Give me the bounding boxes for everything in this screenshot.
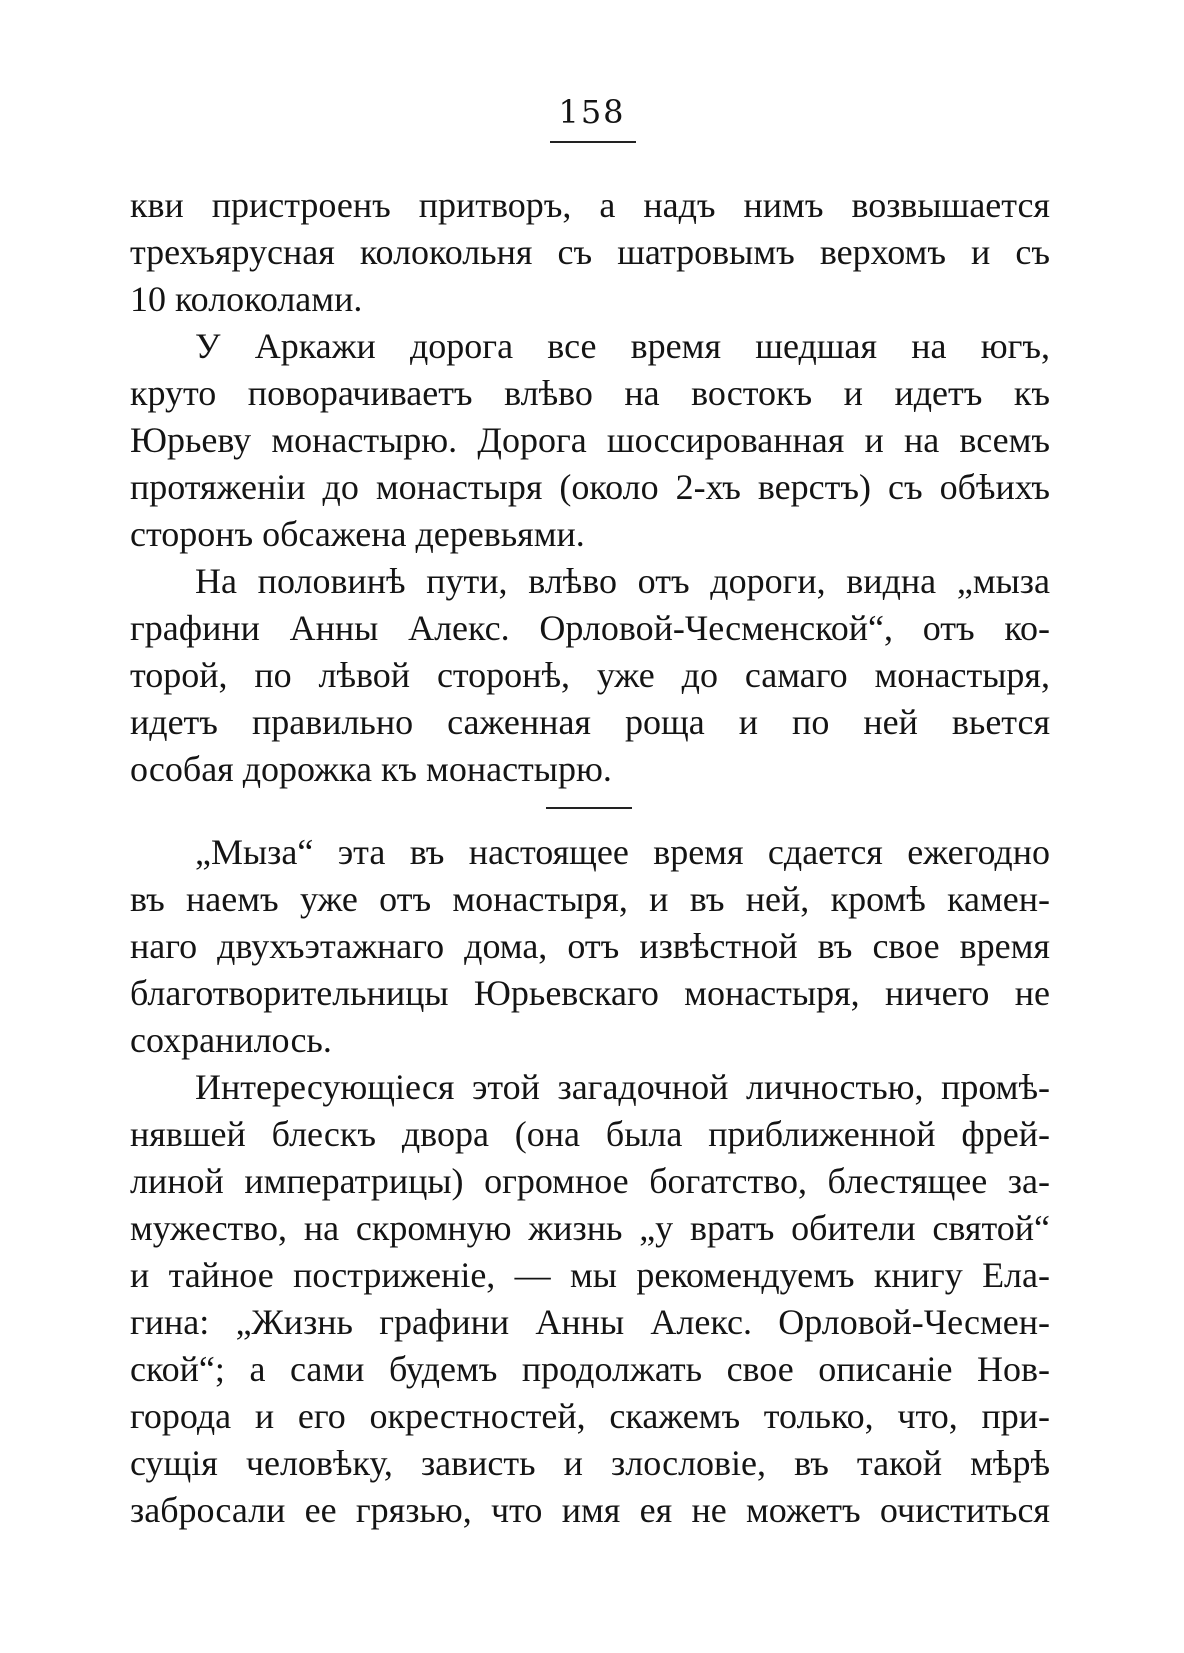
- text-line: кви пристроенъ притворъ, а надъ нимъ возвышается: [130, 185, 1050, 225]
- text-line: забросали ее грязью, что имя ея не можетъ очиститься: [130, 1490, 1050, 1530]
- text-line: нявшей блескъ двора (она была приближенной фрей-: [130, 1114, 1050, 1154]
- page-number-rule: [550, 141, 636, 143]
- text-line: въ наемъ уже отъ монастыря, и въ ней, кромѣ камен-: [130, 879, 1050, 919]
- section-divider: [546, 807, 632, 809]
- text-line: особая дорожка къ монастырю.: [130, 749, 612, 789]
- text-line: идетъ правильно саженная роща и по ней вьется: [130, 702, 1050, 742]
- text-line: У Аркажи дорога все время шедшая на югъ,: [195, 326, 1050, 366]
- text-line: линой императрицы) огромное богатство, блестящее за-: [130, 1161, 1050, 1201]
- text-line: трехъярусная колокольня съ шатровымъ верхомъ и съ: [130, 232, 1050, 272]
- text-line: благотворительницы Юрьевскаго монастыря, ничего не: [130, 973, 1050, 1013]
- page-number: 158: [558, 93, 626, 131]
- text-line: графини Анны Алекс. Орловой-Чесменской“, отъ ко-: [130, 608, 1050, 648]
- text-line: 10 колоколами.: [130, 279, 363, 319]
- text-line: сохранилось.: [130, 1020, 332, 1060]
- text-line: наго двухъэтажнаго дома, отъ извѣстной въ свое время: [130, 926, 1050, 966]
- text-line: и тайное постриженіе, — мы рекомендуемъ книгу Ела-: [130, 1255, 1050, 1295]
- text-line: гина: „Жизнь графини Анны Алекс. Орловой-Чесмен-: [130, 1302, 1050, 1342]
- text-line: Юрьеву монастырю. Дорога шоссированная и на всемъ: [130, 420, 1050, 460]
- text-line: города и его окрестностей, скажемъ только, что, при-: [130, 1396, 1050, 1436]
- text-line: На половинѣ пути, влѣво отъ дороги, видна „мыза: [195, 561, 1050, 601]
- text-line: протяженіи до монастыря (около 2-хъ верстъ) съ обѣихъ: [130, 467, 1050, 507]
- text-line: сторонъ обсажена деревьями.: [130, 514, 585, 554]
- text-line: „Мыза“ эта въ настоящее время сдается ежегодно: [195, 832, 1050, 872]
- text-line: сущія человѣку, зависть и злословіе, въ такой мѣрѣ: [130, 1443, 1050, 1483]
- text-line: ской“; а сами будемъ продолжать свое описаніе Нов-: [130, 1349, 1050, 1389]
- text-line: круто поворачиваетъ влѣво на востокъ и идетъ къ: [130, 373, 1050, 413]
- text-line: Интересующіеся этой загадочной личностью, промѣ-: [195, 1067, 1050, 1107]
- text-line: мужество, на скромную жизнь „у вратъ обители святой“: [130, 1208, 1050, 1248]
- text-line: торой, по лѣвой сторонѣ, уже до самаго монастыря,: [130, 655, 1050, 695]
